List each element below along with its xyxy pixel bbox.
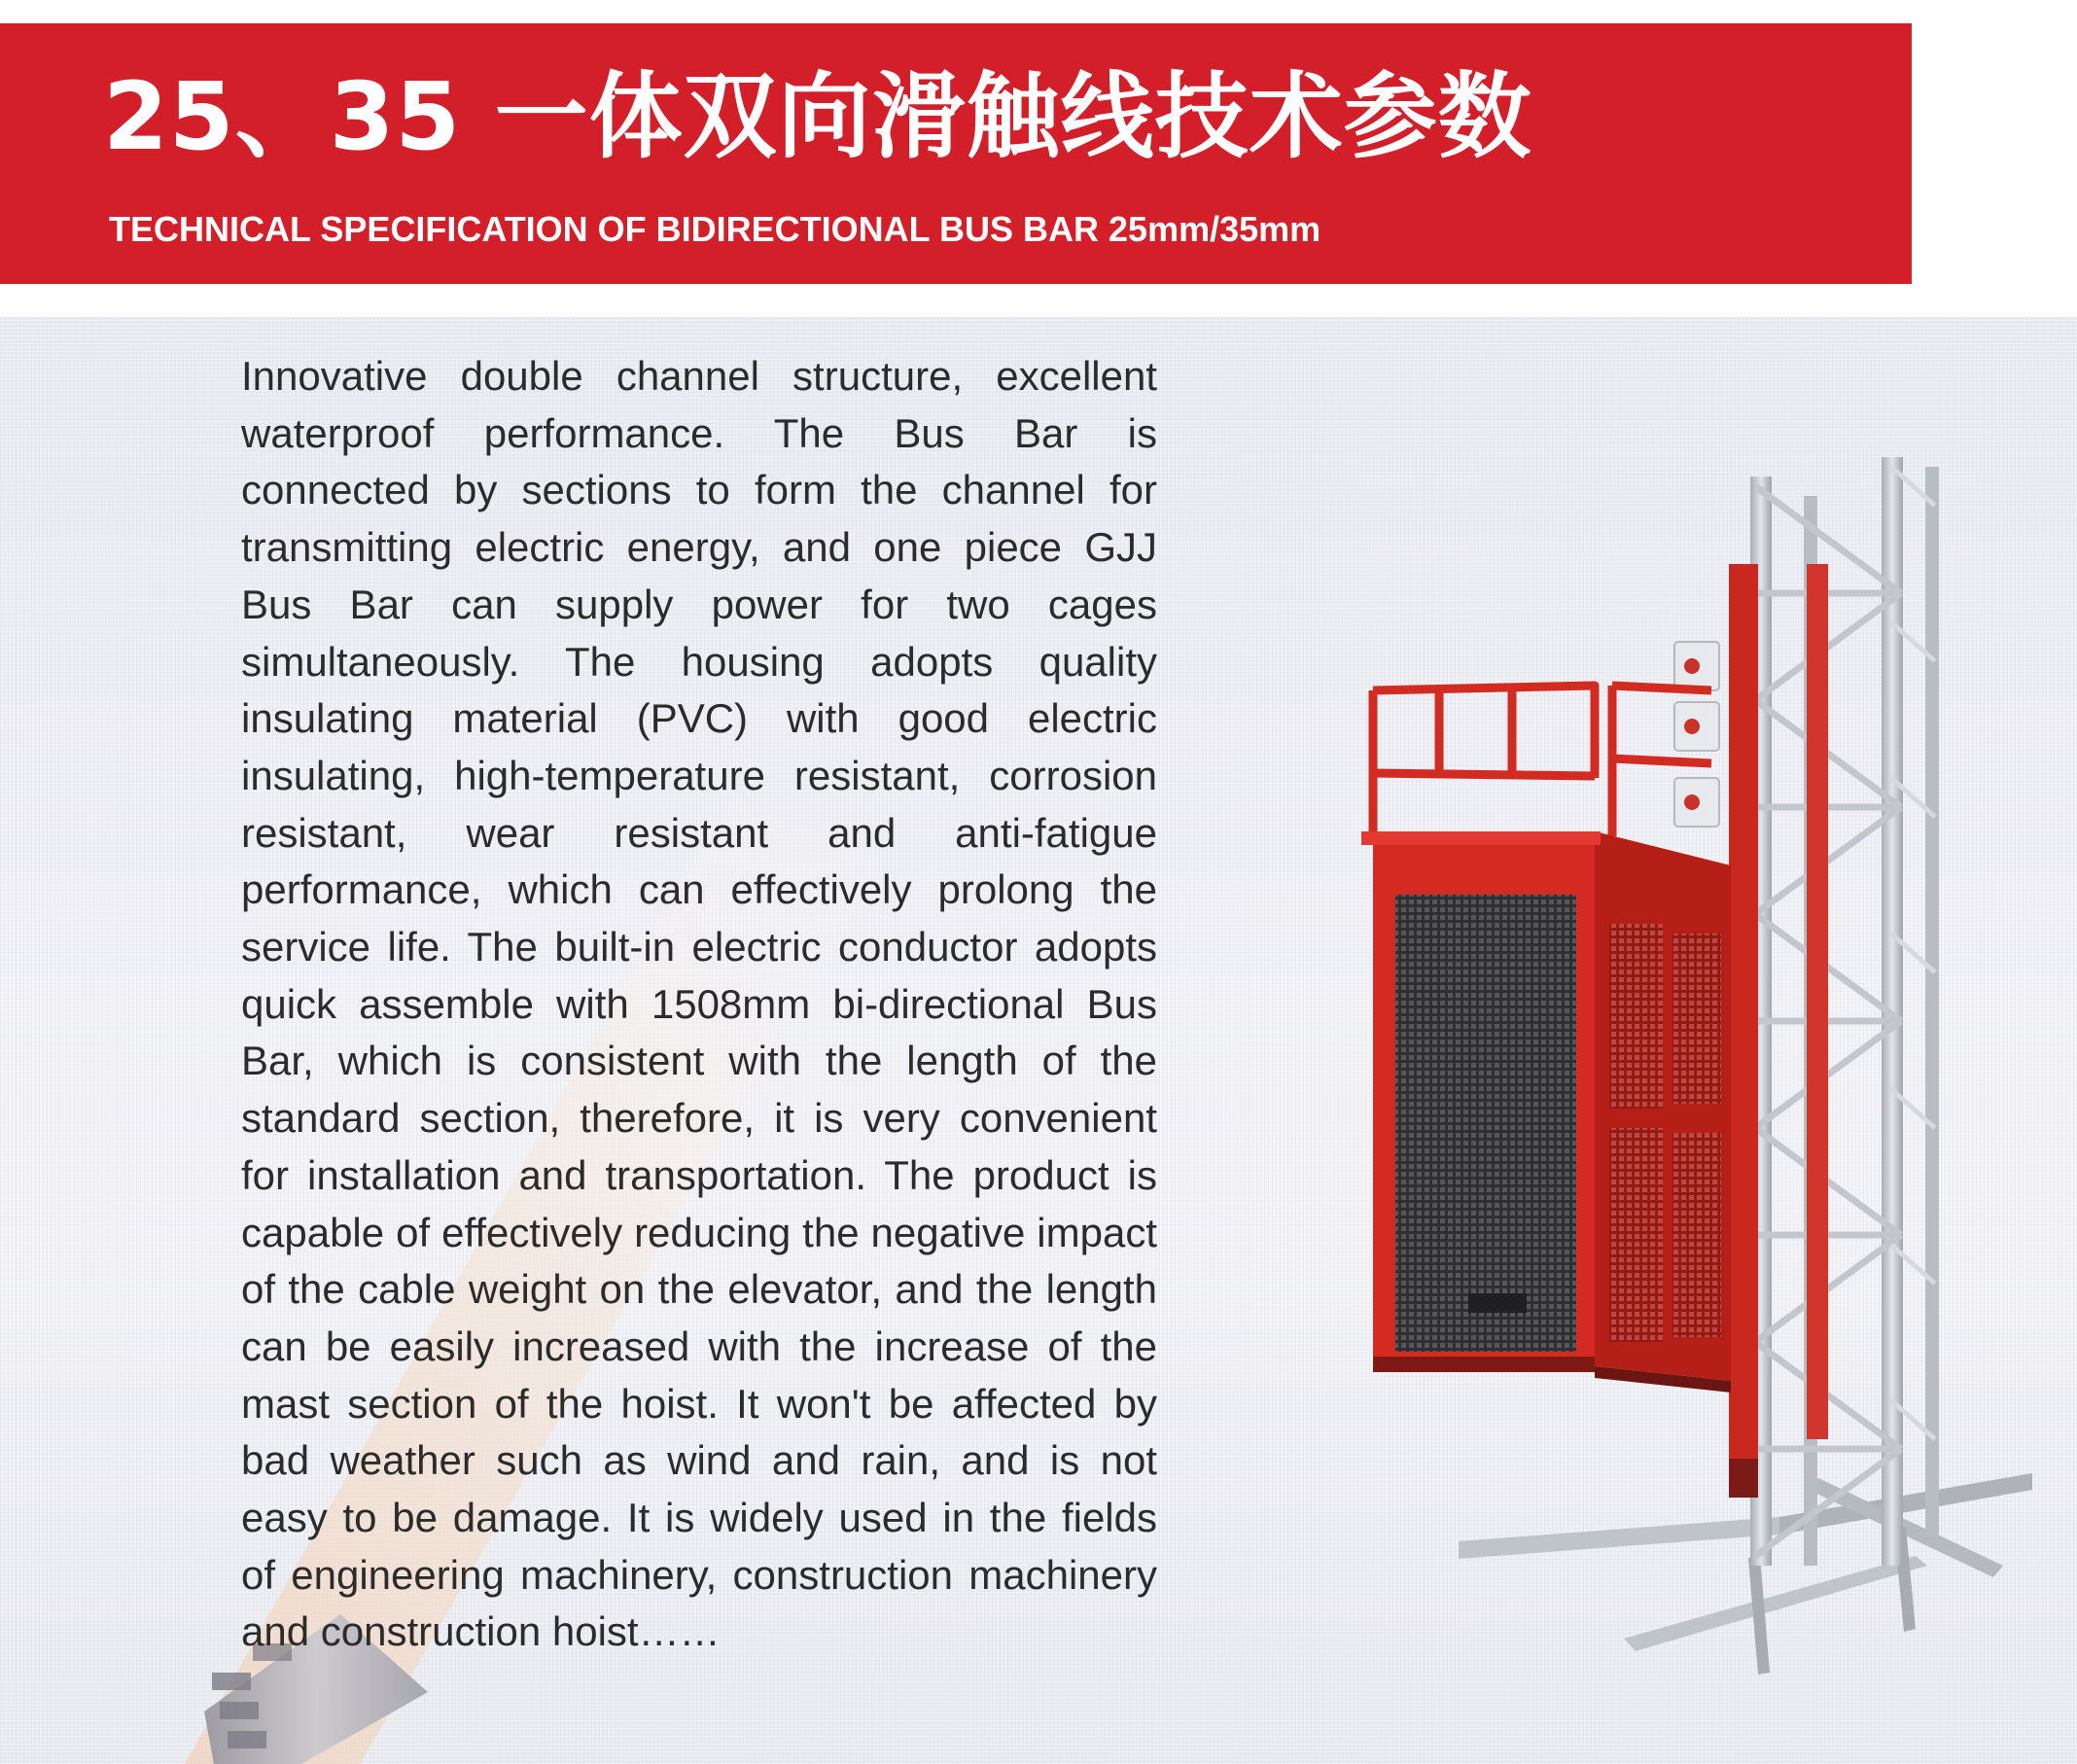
page-top-margin <box>0 0 2077 23</box>
construction-hoist-illustration <box>1361 447 2042 1682</box>
hoist-mast <box>1750 457 1939 1566</box>
page-title: 25、35 一体双向滑触线技术参数 <box>103 62 1532 171</box>
page-subtitle: TECHNICAL SPECIFICATION OF BIDIRECTIONAL BUS BAR 25mm/35mm <box>109 209 1321 249</box>
junction-boxes <box>1674 642 1719 827</box>
cage-top-railing <box>1373 686 1711 836</box>
hoist-cage <box>1361 831 1731 1393</box>
title-banner <box>0 23 1912 284</box>
product-description: Innovative double channel structure, excellent waterproof performance. The Bus Bar is connected by sections to form the channel for transmitting electric energy, and one piece GJJ Bus Bar can supply power for two cages simultaneously. The housing adopts quality insulating material (PVC) with good electric insulating, high-temperature resistant, corrosion resistant, wear resistant and anti-fatigue performance, which can effectively prolong the service life. The built-in electric conductor adopts quick assemble with 1508mm bi-directional Bus Bar, which is consistent with the length of the standard section, therefore, it is very convenient for installation and transportation. The product is capable of effectively reducing the negative impact of the cable weight on the elevator, and the length can be easily increased with the increase of the mast section of the hoist. It won't be affected by bad weather such as wind and rain, and is not easy to be damage. It is widely used in the fields of engineering machinery, construction machinery and construction hoist…… <box>241 353 1157 1655</box>
hoist-base-frame <box>1459 1473 2032 1675</box>
